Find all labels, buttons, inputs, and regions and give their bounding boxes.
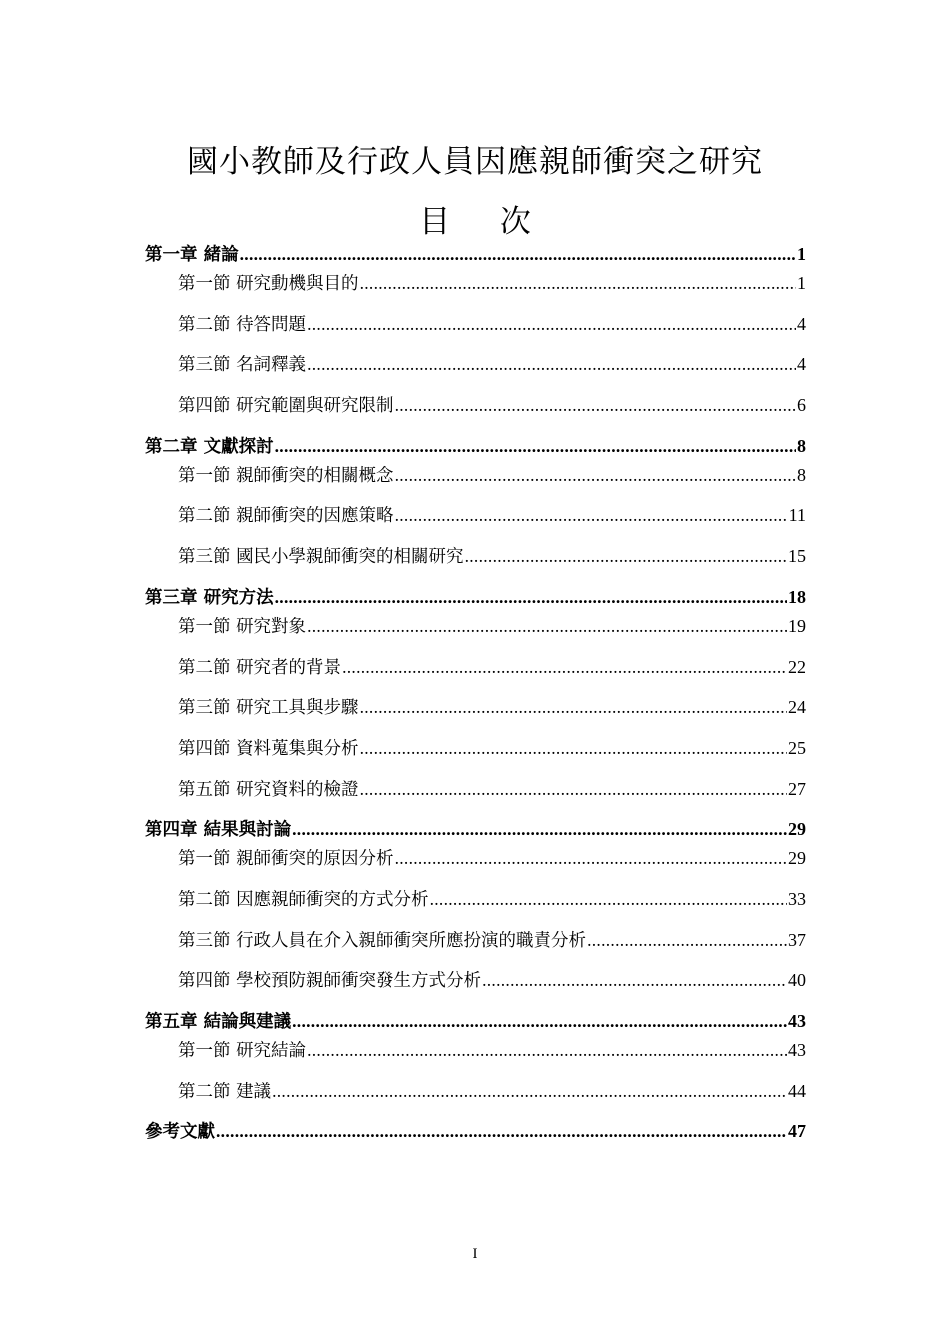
toc-section-entry[interactable]: [145, 543, 806, 584]
toc-entry-page: 27: [788, 778, 806, 799]
dot-leader: [292, 1011, 787, 1032]
dot-leader: [275, 587, 787, 608]
toc-section-entry[interactable]: [145, 613, 806, 654]
toc-entry-label: 第三節 國民小學親師衝突的相關研究: [178, 547, 464, 568]
dot-leader: [395, 465, 796, 486]
toc-entry-label: 第五節 研究資料的檢證: [178, 779, 359, 800]
toc-entry-label: 第二節 建議: [178, 1081, 272, 1102]
toc-entry-page: 1: [797, 273, 806, 293]
dot-leader: [430, 889, 787, 910]
toc-entry-label: 第二節 親師衝突的因應策略: [178, 506, 394, 527]
dot-leader: [395, 848, 787, 869]
toc-entry-label: 第一節 研究動機與目的: [178, 274, 359, 294]
toc-entry-label: 第三節 名詞釋義: [178, 355, 307, 376]
dot-leader: [482, 970, 787, 991]
toc-entry-label: 第一節 親師衝突的相關概念: [178, 465, 394, 486]
toc-chapter-entry[interactable]: [145, 816, 806, 845]
toc-entry-page: 15: [788, 546, 806, 567]
toc-section-entry[interactable]: [145, 967, 806, 1008]
dot-leader: [307, 616, 787, 637]
dot-leader: [272, 1081, 787, 1102]
table-of-contents: [145, 241, 806, 1147]
toc-entry-page: 37: [788, 929, 806, 950]
toc-section-entry[interactable]: [145, 502, 806, 543]
toc-entry-page: 6: [797, 395, 806, 416]
toc-section-entry[interactable]: [145, 927, 806, 968]
dot-leader: [275, 436, 796, 457]
toc-entry-label: 第三節 行政人員在介入親師衝突所應扮演的職責分析: [178, 930, 587, 951]
toc-heading: 目 次: [419, 204, 531, 240]
dot-leader: [216, 1121, 787, 1142]
toc-entry-label: 第二節 因應親師衝突的方式分析: [178, 889, 429, 910]
toc-chapter-entry[interactable]: [145, 1008, 806, 1037]
toc-entry-label: 參考文獻: [145, 1122, 215, 1143]
toc-entry-page: 1: [797, 244, 806, 264]
toc-chapter-entry[interactable]: [145, 1118, 806, 1147]
toc-entry-page: 40: [788, 970, 806, 991]
dot-leader: [240, 244, 796, 265]
toc-section-entry[interactable]: [145, 462, 806, 503]
toc-entry-label: 第二節 研究者的背景: [178, 657, 342, 678]
toc-entry-page: 29: [788, 819, 806, 840]
toc-entry-page: 44: [788, 1080, 806, 1101]
toc-entry-label: 第五章 結論與建議: [145, 1012, 292, 1032]
toc-chapter-entry[interactable]: [145, 584, 806, 613]
toc-entry-label: 第二節 待答問題: [178, 314, 307, 335]
toc-entry-label: 第四節 研究範圍與研究限制: [178, 396, 394, 417]
dot-leader: [307, 354, 796, 375]
toc-entry-label: 第一節 研究結論: [178, 1041, 307, 1061]
document-title: 國小教師及行政人員因應親師衝突之研究: [187, 144, 763, 180]
dot-leader: [307, 1040, 787, 1061]
page-number: I: [472, 1246, 478, 1262]
toc-section-entry[interactable]: [145, 1037, 806, 1078]
toc-entry-label: 第三節 研究工具與步驟: [178, 698, 359, 719]
toc-entry-page: 25: [788, 737, 806, 758]
toc-entry-page: 4: [797, 354, 806, 375]
dot-leader: [395, 505, 788, 526]
toc-entry-page: 4: [797, 313, 806, 334]
toc-section-entry[interactable]: [145, 392, 806, 433]
toc-section-entry[interactable]: [145, 776, 806, 817]
dot-leader: [360, 779, 787, 800]
toc-section-entry[interactable]: [145, 311, 806, 352]
toc-entry-page: 33: [788, 888, 806, 909]
toc-entry-label: 第一節 親師衝突的原因分析: [178, 849, 394, 870]
dot-leader: [395, 395, 796, 416]
toc-entry-label: 第四節 學校預防親師衝突發生方式分析: [178, 971, 482, 992]
toc-section-entry[interactable]: [145, 270, 806, 311]
toc-entry-page: 19: [788, 615, 806, 636]
toc-section-entry[interactable]: [145, 886, 806, 927]
toc-entry-page: 47: [788, 1121, 806, 1142]
dot-leader: [342, 657, 787, 678]
toc-entry-page: 8: [797, 435, 806, 456]
dot-leader: [465, 546, 787, 567]
toc-entry-page: 18: [788, 586, 806, 607]
toc-section-entry[interactable]: [145, 845, 806, 886]
toc-entry-page: 8: [797, 464, 806, 485]
toc-entry-label: 第一節 研究對象: [178, 616, 307, 637]
dot-leader: [360, 273, 796, 294]
dot-leader: [360, 697, 787, 718]
dot-leader: [360, 738, 787, 759]
toc-entry-label: 第三章 研究方法: [145, 587, 274, 608]
toc-entry-page: 29: [788, 848, 806, 869]
toc-chapter-entry[interactable]: [145, 433, 806, 462]
toc-entry-page: 22: [788, 656, 806, 677]
toc-entry-label: 第四節 資料蒐集與分析: [178, 738, 359, 759]
toc-section-entry[interactable]: [145, 694, 806, 735]
toc-entry-label: 第二章 文獻探討: [145, 436, 274, 457]
toc-entry-label: 第四章 結果與討論: [145, 820, 292, 841]
toc-chapter-entry[interactable]: [145, 241, 806, 270]
toc-section-entry[interactable]: [145, 351, 806, 392]
dot-leader: [307, 314, 796, 335]
dot-leader: [292, 819, 787, 840]
toc-entry-page: 24: [788, 697, 806, 718]
toc-entry-page: 43: [788, 1040, 806, 1060]
toc-section-entry[interactable]: [145, 735, 806, 776]
toc-section-entry[interactable]: [145, 654, 806, 695]
dot-leader: [587, 930, 787, 951]
toc-entry-label: 第一章 緒論: [145, 245, 239, 265]
toc-entry-page: 11: [788, 505, 806, 526]
toc-section-entry[interactable]: [145, 1078, 806, 1119]
toc-entry-page: 43: [788, 1011, 806, 1031]
